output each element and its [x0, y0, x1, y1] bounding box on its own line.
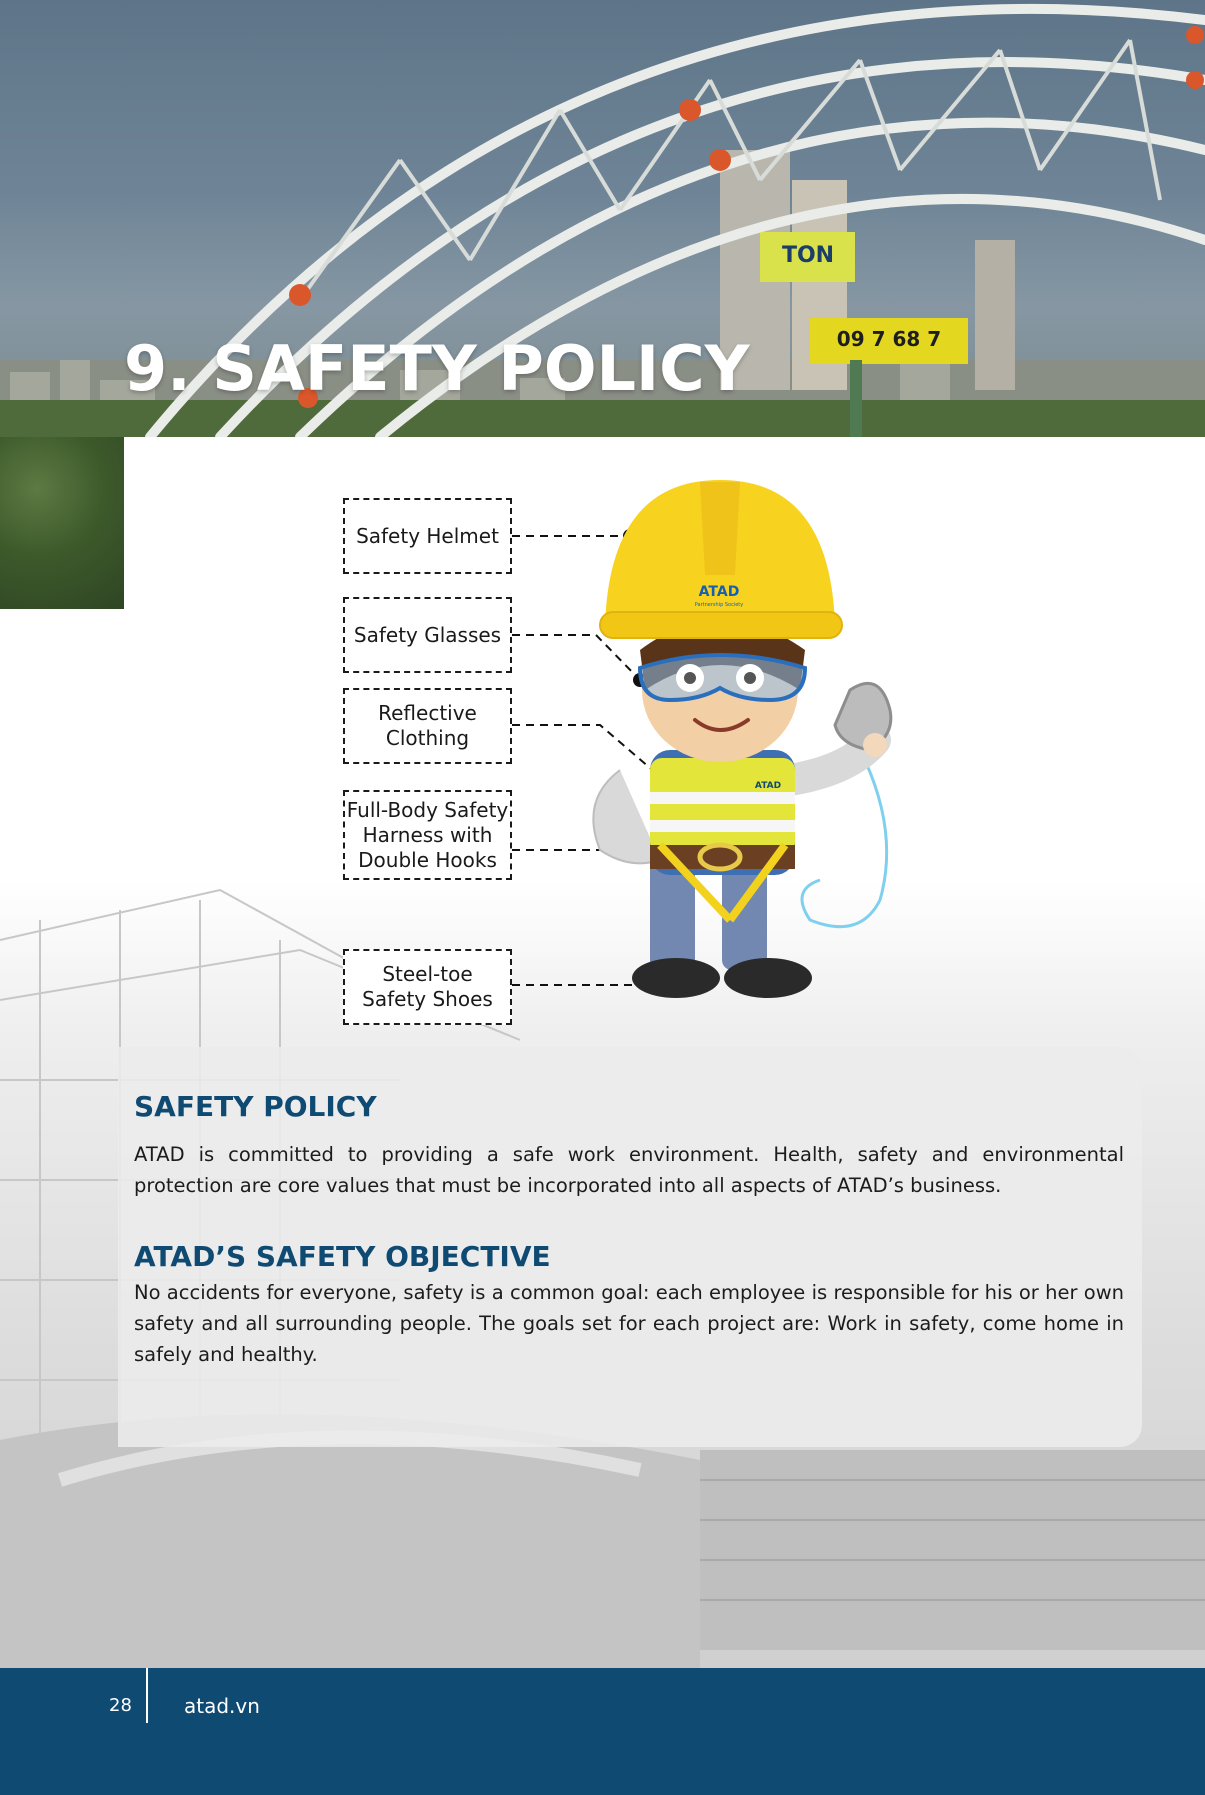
website-link[interactable]: atad.vn: [184, 1694, 260, 1718]
safety-worker-illustration: [0, 470, 1205, 1010]
page-number: 28: [109, 1695, 132, 1716]
page-title: 9. SAFETY POLICY: [124, 332, 750, 405]
helmet-tagline: Partnership Society: [694, 602, 744, 608]
label-safety-shoes: Steel-toe Safety Shoes: [343, 949, 512, 1025]
safety-policy-heading: SAFETY POLICY: [134, 1090, 377, 1123]
label-reflective-clothing: Reflective Clothing: [343, 688, 512, 764]
footer-divider: [146, 1668, 148, 1723]
label-safety-helmet: Safety Helmet: [343, 498, 512, 574]
helmet-logo: ATAD: [698, 584, 740, 600]
billboard-phone: 09 7 68 7: [836, 327, 942, 351]
label-safety-glasses: Safety Glasses: [343, 597, 512, 673]
policy-card: [118, 1047, 1142, 1447]
safety-policy-body: ATAD is committed to providing a safe work environment. Health, safety and environmental protection are core values that must be incorporated into all aspects of ATAD’s business.: [134, 1143, 1124, 1197]
safety-objective-body: No accidents for everyone, safety is a common goal: each employee is responsible for his or her own safety and all surrounding people. The goals set for each project are: Work in safety, come home in safely and healthy.: [134, 1281, 1124, 1366]
label-safety-harness: Full-Body Safety Harness with Double Hooks: [343, 790, 512, 880]
safety-objective-heading: ATAD’S SAFETY OBJECTIVE: [134, 1240, 551, 1273]
billboard-text: TON: [781, 243, 835, 268]
vest-logo: ATAD: [754, 781, 782, 791]
page-footer: [0, 1668, 1205, 1795]
